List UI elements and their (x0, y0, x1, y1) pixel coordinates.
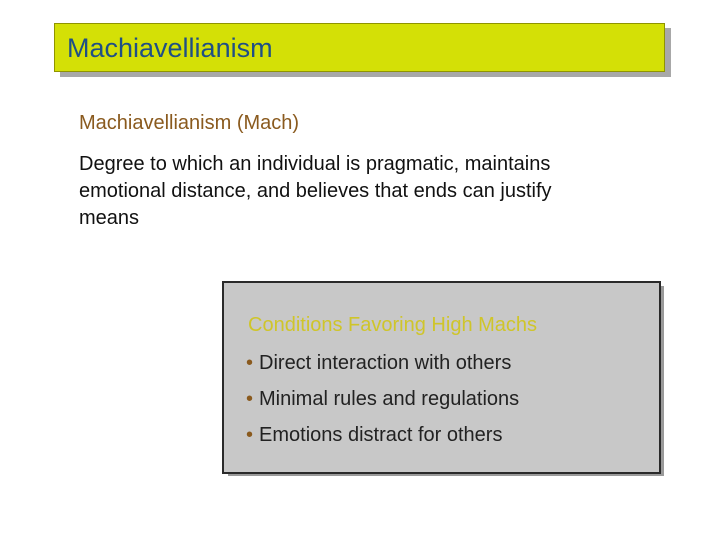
list-item-text: Minimal rules and regulations (259, 388, 520, 410)
title-bar (54, 23, 665, 72)
list-item (246, 386, 519, 422)
list-item (246, 422, 519, 458)
bullet-icon: • (246, 388, 254, 410)
list-item-text: Direct interaction with others (259, 352, 512, 374)
bullet-icon: • (246, 424, 254, 446)
list-item-text: Emotions distract for others (259, 424, 503, 446)
callout-list (246, 350, 519, 458)
definition-text: Degree to which an individual is pragmatic, maintains emotional distance, and believes that ends can justify means (79, 153, 552, 229)
callout-box (222, 281, 661, 474)
bullet-icon: • (246, 352, 254, 374)
list-item (246, 350, 519, 386)
slide-title: Machiavellianism (67, 33, 273, 63)
callout-heading: Conditions Favoring High Machs (248, 314, 538, 336)
slide-subtitle: Machiavellianism (Mach) (79, 112, 300, 134)
